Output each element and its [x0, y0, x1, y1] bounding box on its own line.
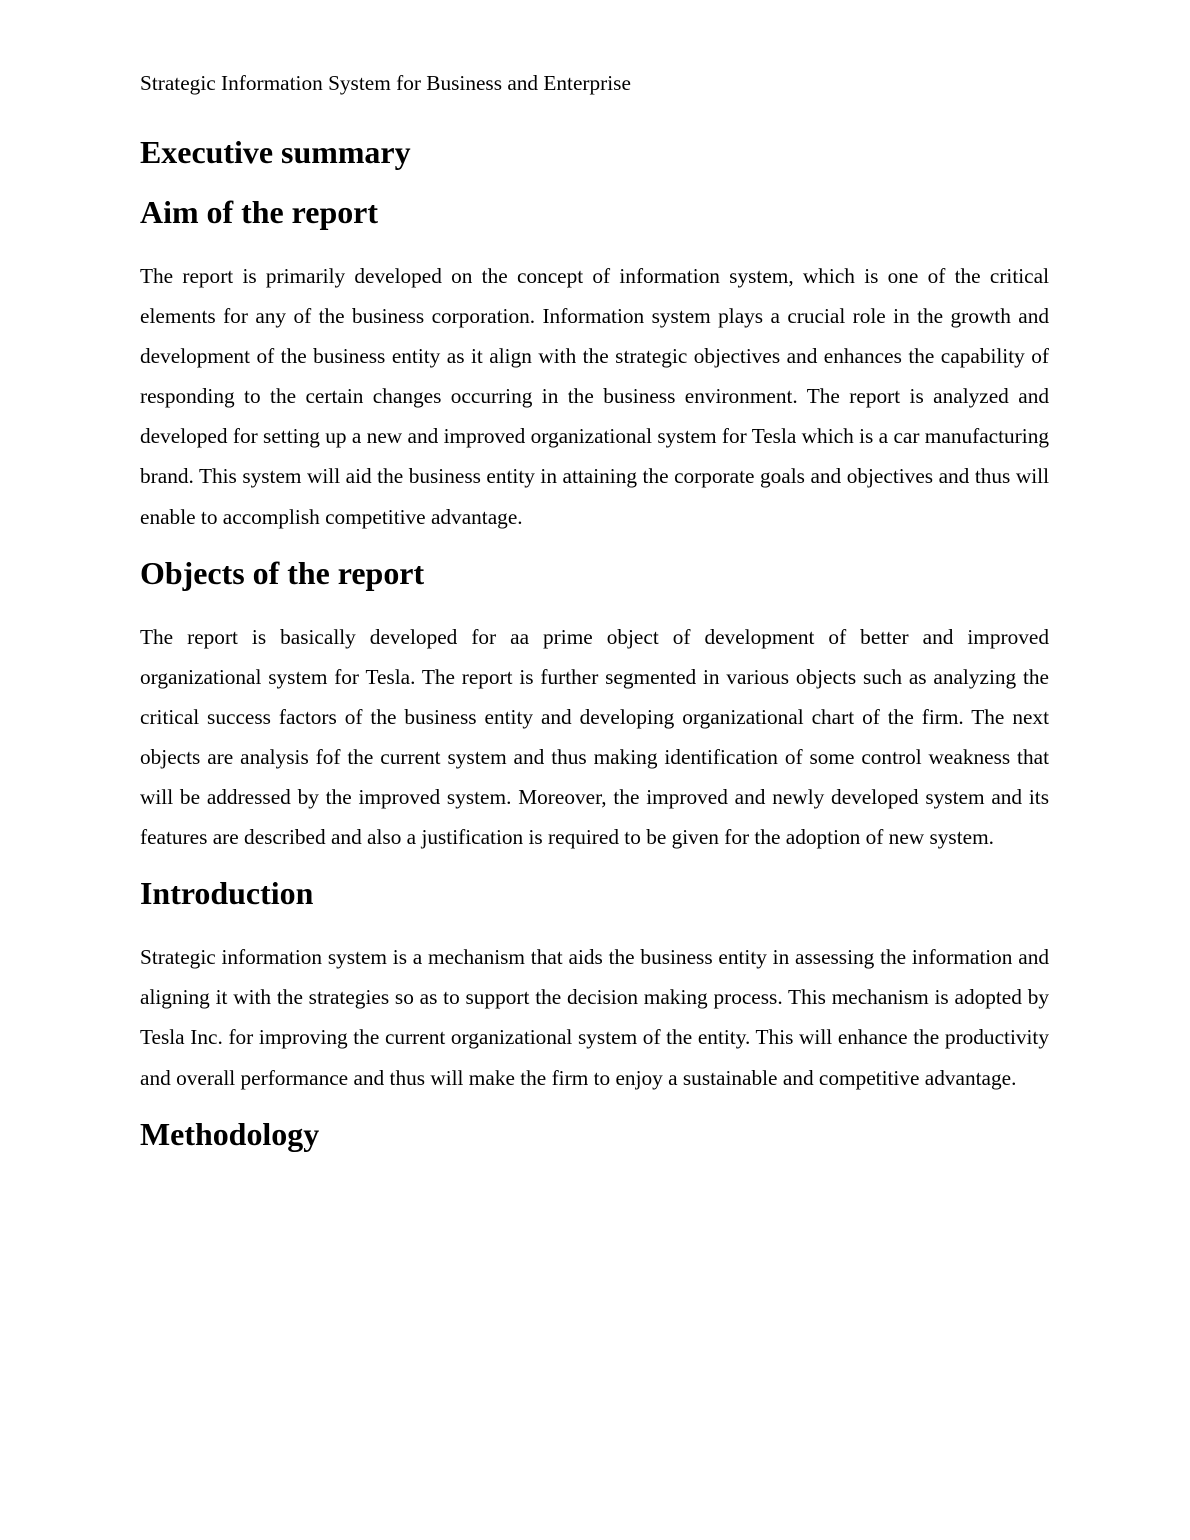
heading-methodology: Methodology: [140, 1116, 320, 1152]
heading-executive-summary: Executive summary: [140, 135, 411, 170]
paragraph-objects-of-report: The report is basically developed for aa prime object of development of better and improved organizational system for Tesla. The report is further segmented in various objects such as analyzing the critical success factors of the business entity and developing organizational chart of the firm. The next objects are analysis fof the current system and thus making identification of some control weakness that will be addressed by the improved system. Moreover, the improved and newly developed system and its features are described and also a justification is required to be given for the adoption of new system.: [140, 624, 1049, 850]
paragraph-introduction: Strategic information system is a mechanism that aids the business entity in assessing the information and aligning it with the strategies so as to support the decision making process. This mechanism is adopted by Tesla Inc. for improving the current organizational system of the entity. This will enhance the productivity and overall performance and thus will make the firm to enjoy a sustainable and competitive advantage.: [140, 945, 1049, 1090]
document-title: Strategic Information System for Business and Enterprise: [140, 71, 631, 95]
heading-introduction: Introduction: [140, 876, 314, 912]
document-body: [140, 66, 1049, 1152]
paragraph-aim-of-report: The report is primarily developed on the concept of information system, which is one of the critical elements for any of the business corporation. Information system plays a crucial role in the growth and development of the business entity as it align with the strategic objectives and enhances the capability of responding to the certain changes occurring in the business environment. The report is analyzed and developed for setting up a new and improved organizational system for Tesla which is a car manufacturing brand. This system will aid the business entity in attaining the corporate goals and objectives and thus will enable to accomplish competitive advantage.: [140, 264, 1049, 529]
heading-objects-of-report: Objects of the report: [140, 555, 425, 591]
heading-aim-of-report: Aim of the report: [140, 195, 378, 230]
